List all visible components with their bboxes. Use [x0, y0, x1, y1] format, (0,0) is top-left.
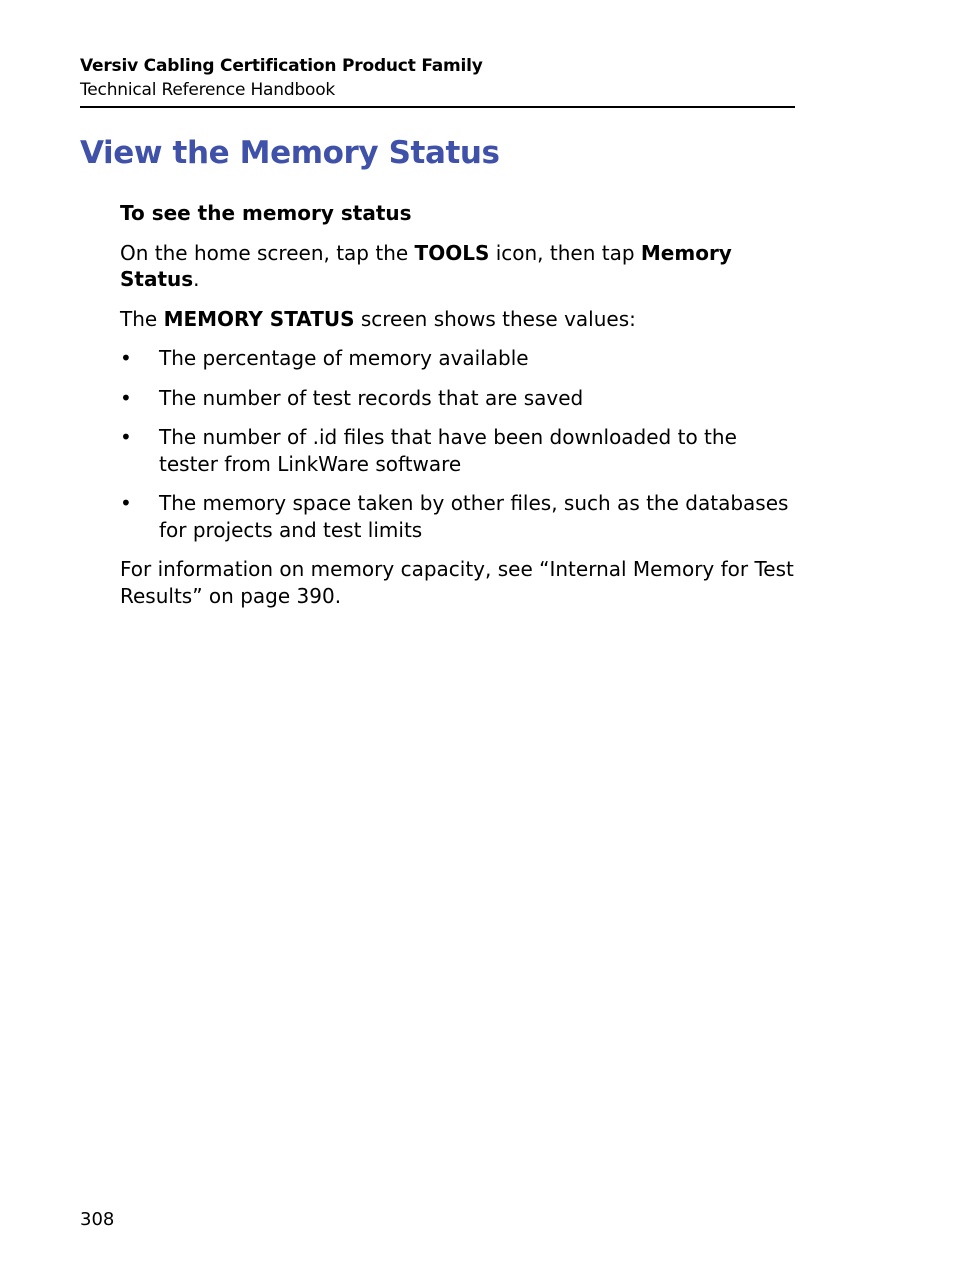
running-header	[80, 54, 795, 108]
list-item	[120, 385, 800, 412]
list-item-text: The percentage of memory available	[159, 346, 529, 370]
list-item-text: The number of .id files that have been downloaded to the tester from LinkWare software	[159, 425, 737, 476]
procedure-heading: To see the memory status	[120, 201, 412, 225]
intro-paragraph	[120, 306, 800, 333]
list-item-text: The memory space taken by other files, such as the databases for projects and test limits	[159, 491, 789, 542]
memory-status-label: Memory Status	[120, 240, 732, 291]
intro-text-1: The	[120, 306, 164, 331]
list-item	[120, 490, 800, 543]
step-paragraph	[120, 240, 800, 293]
step-text-1: On the home screen, tap the	[120, 240, 415, 265]
step-text-3: .	[193, 267, 200, 291]
page-title: View the Memory Status	[80, 135, 500, 171]
header-title: Versiv Cabling Certification Product Family	[80, 56, 483, 76]
bullet-icon: •	[120, 385, 132, 410]
bullet-icon: •	[120, 425, 132, 449]
main-content	[120, 200, 800, 622]
bullet-icon: •	[120, 491, 132, 515]
tools-label: TOOLS	[414, 240, 490, 265]
bullet-icon: •	[120, 346, 132, 370]
values-list	[120, 345, 800, 543]
intro-text-2: screen shows these values:	[354, 306, 636, 331]
screen-name-label: MEMORY STATUS	[163, 306, 355, 331]
list-item	[120, 345, 800, 372]
step-text-2: icon, then tap	[489, 240, 641, 265]
list-item	[120, 424, 800, 477]
page-number: 308	[80, 1209, 115, 1230]
header-subtitle: Technical Reference Handbook	[80, 80, 336, 100]
list-item-text: The number of test records that are saved	[159, 385, 584, 410]
closing-paragraph: For information on memory capacity, see “Internal Memory for Test Results” on page 390.	[120, 557, 794, 608]
